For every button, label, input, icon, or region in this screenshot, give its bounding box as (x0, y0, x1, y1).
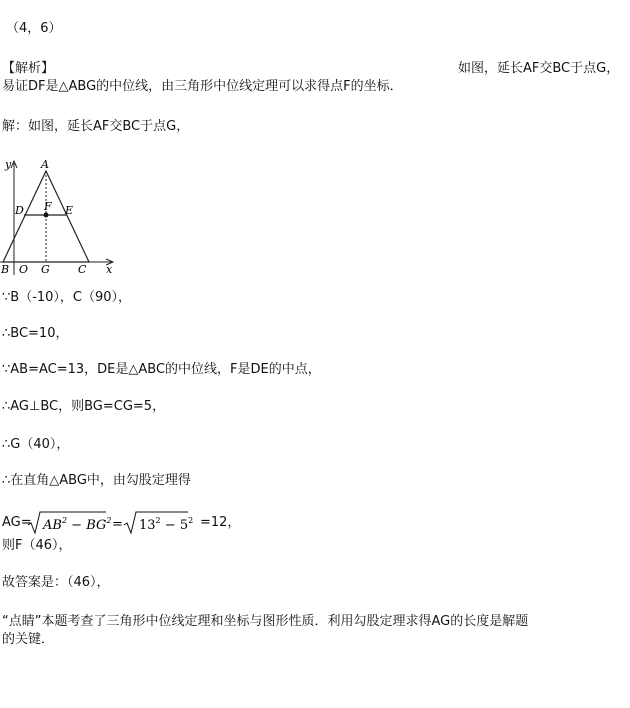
analysis-header: 【解析】 (2, 61, 55, 76)
label-e: E (65, 204, 74, 217)
label-x: x (106, 263, 113, 276)
step-2: ∴BC=10， (2, 326, 69, 341)
geometry-figure (0, 155, 130, 280)
label-y: y (5, 158, 12, 171)
label-o: O (19, 263, 29, 276)
radicand-2: $13^2 - 5^2$ (139, 516, 194, 533)
label-b: B (1, 263, 10, 276)
step-3: ∵AB=AC=13，DE是△ABC的中位线，F是DE的中点， (2, 362, 321, 377)
label-f: F (44, 200, 52, 213)
formula-radicals (26, 510, 196, 536)
formula-result: =12， (200, 515, 241, 530)
point-f (44, 213, 49, 218)
equals-sign: = (112, 517, 123, 532)
step-5: ∴G（40）， (2, 437, 70, 452)
label-c: C (78, 263, 87, 276)
label-a: A (41, 158, 49, 171)
comment-line-2: 的关键． (2, 632, 55, 647)
answer-line: （4，6） (6, 21, 62, 36)
step-6: ∴在直角△ABG中，由勾股定理得 (2, 473, 191, 488)
step-7: 则F（46）， (2, 538, 72, 553)
analysis-text-right: 如图，延长AF交BC于点G， (458, 61, 620, 76)
comment-line-1: “点睛”本题考查了三角形中位线定理和坐标与图形性质．利用勾股定理求得AG的长度是解题 (2, 614, 529, 629)
label-g: G (41, 263, 50, 276)
step-1: ∵B（-10），C（90）， (2, 290, 132, 305)
step-4: ∴AG⊥BC，则BG=CG=5， (2, 399, 166, 414)
analysis-text-line2: 易证DF是△ABG的中位线，由三角形中位线定理可以求得点F的坐标． (2, 79, 403, 94)
radicand-1: $AB^2 - BG^2$ (43, 516, 112, 533)
final-answer: 故答案是：（46）， (2, 575, 110, 590)
solution-intro: 解：如图，延长AF交BC于点G， (2, 119, 190, 134)
formula-prefix: AG= (2, 515, 32, 530)
label-d: D (15, 204, 24, 217)
